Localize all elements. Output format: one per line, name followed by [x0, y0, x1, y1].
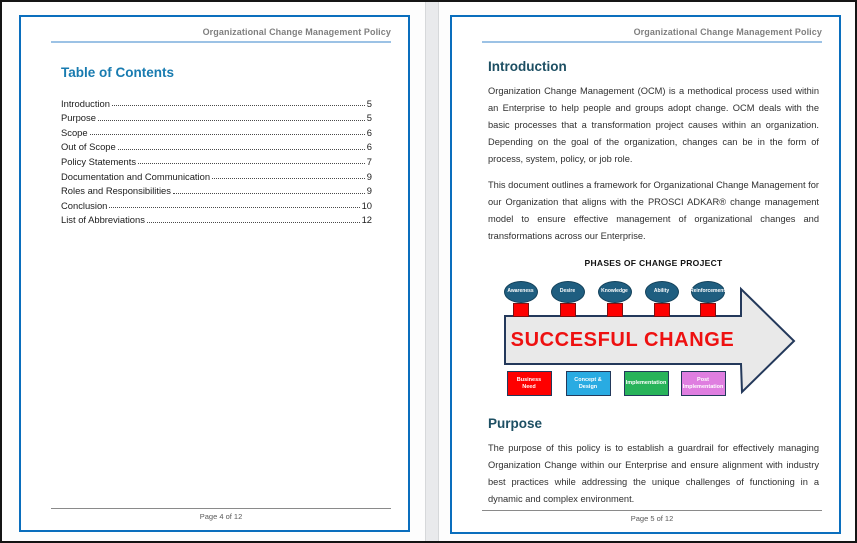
phase-post-implementation: Post Implementation	[681, 371, 726, 396]
page-footer	[51, 508, 391, 521]
dot-leader	[212, 178, 365, 179]
diagram-title: PHASES OF CHANGE PROJECT	[584, 258, 723, 268]
connector-block	[560, 303, 576, 317]
toc-entry-documentation-communication[interactable]: Documentation and Communication 9	[61, 170, 372, 182]
dot-leader	[90, 134, 365, 135]
page-gap	[425, 2, 439, 541]
phase-business-need: Business Need	[507, 371, 552, 396]
document-title: Organizational Change Management Policy	[202, 27, 391, 37]
introduction-paragraph: This document outlines a framework for Organizational Change Management for our Organization that aligns with the PROSCI ADKAR® change management model to ensure effective management of organizational changes and transformations across our Enterprise.	[488, 180, 819, 241]
toc-entry-list-of-abbreviations[interactable]: List of Abbreviations 12	[61, 214, 372, 226]
adkar-step-reinforcement: Reinforcement	[691, 281, 725, 303]
introduction-section	[488, 59, 819, 508]
page-number: Page 4 of 12	[199, 512, 243, 521]
connector-block	[607, 303, 623, 317]
phase-implementation: Implementation	[624, 371, 669, 396]
toc-entry-out-of-scope[interactable]: Out of Scope 6	[61, 141, 372, 153]
toc-entry-roles-responsibilities[interactable]: Roles and Responsibilities 9	[61, 185, 372, 197]
dot-leader	[109, 207, 359, 208]
toc-heading: Table of Contents	[61, 65, 174, 80]
toc-entry-scope[interactable]: Scope 6	[61, 126, 372, 138]
table-of-contents	[61, 94, 372, 225]
toc-entry-purpose[interactable]: Purpose 5	[61, 112, 372, 124]
purpose-heading: Purpose	[488, 416, 543, 431]
introduction-heading: Introduction	[488, 59, 567, 74]
introduction-paragraph: Organization Change Management (OCM) is a methodical process used within an Enterprise to help people and groups adopt change. OCM deals with the basic processes that a transformation project causes within an organization. Depending on the goal of the organization, changes can be in the form of process, system, policy, or job role.	[488, 86, 819, 164]
page-number: Page 5 of 12	[630, 514, 674, 523]
dot-leader	[173, 193, 365, 194]
adkar-step-awareness: Awareness	[504, 281, 538, 303]
page-5	[450, 15, 841, 534]
phase-concept-design: Concept & Design	[566, 371, 611, 396]
purpose-paragraph: The purpose of this policy is to establish a guardrail for effectively managing Organization Change within our Enterprise and ensure alignment with industry best practices while addressing the unique challenges of functioning in a dynamic and complex environment.	[488, 443, 819, 504]
arrow-label: SUCCESFUL CHANGE	[510, 328, 735, 351]
toc-section	[61, 65, 372, 225]
dot-leader	[138, 163, 365, 164]
adkar-step-desire: Desire	[551, 281, 585, 303]
phases-of-change-diagram	[489, 254, 819, 404]
toc-entry-introduction[interactable]: Introduction 5	[61, 97, 372, 109]
dot-leader	[112, 105, 365, 106]
toc-entry-conclusion[interactable]: Conclusion 10	[61, 199, 372, 211]
toc-entry-policy-statements[interactable]: Policy Statements 7	[61, 155, 372, 167]
connector-block	[654, 303, 670, 317]
adkar-step-ability: Ability	[645, 281, 679, 303]
adkar-step-knowledge: Knowledge	[598, 281, 632, 303]
page-header	[51, 27, 391, 43]
page-header	[482, 27, 822, 43]
connector-block	[700, 303, 716, 317]
document-title: Organizational Change Management Policy	[633, 27, 822, 37]
page-4	[19, 15, 410, 532]
dot-leader	[98, 120, 365, 121]
page-footer	[482, 510, 822, 523]
dot-leader	[147, 222, 360, 223]
connector-block	[513, 303, 529, 317]
dot-leader	[118, 149, 365, 150]
